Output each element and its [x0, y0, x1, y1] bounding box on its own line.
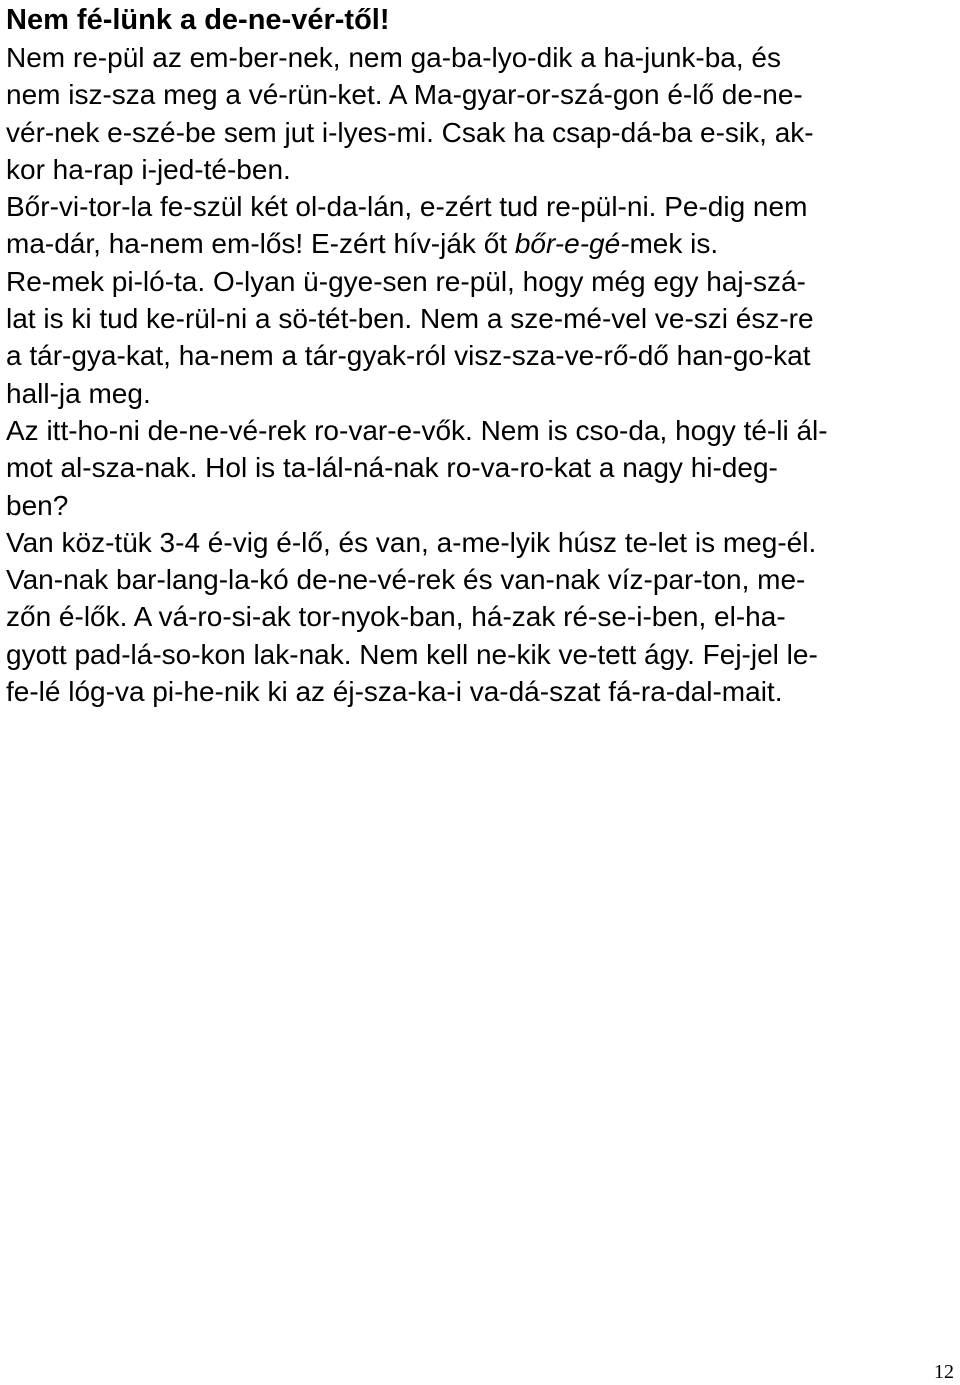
text-line: Nem re-pül az em-ber-nek, nem ga-ba-lyo-dik a ha-junk-ba, és	[6, 42, 781, 73]
text-line: mot al-sza-nak. Hol is ta-lál-ná-nak ro-va-ro-kat a nagy hi-deg-	[6, 452, 778, 484]
text-line: vér-nek e-szé-be sem jut i-lyes-mi. Csak ha csap-dá-ba e-sik, ak-	[6, 116, 814, 148]
italic-term: bőr-e-gé-	[514, 228, 630, 260]
text-line: fe-lé lóg-va pi-he-nik ki az éj-sza-ka-i va-dá-szat fá-ra-dal-mait.	[6, 676, 783, 708]
page-number: 12	[934, 1361, 954, 1383]
text-line: Bőr-vi-tor-la fe-szül két ol-da-lán, e-zért tud re-pül-ni. Pe-dig nem	[6, 191, 808, 223]
text-line: nem isz-sza meg a vé-rün-ket. A Ma-gyar-or-szá-gon é-lő de-ne-	[6, 79, 803, 111]
text-line: ben?	[6, 489, 69, 521]
page-title: Nem fé-lünk a de-ne-vér-től!	[6, 4, 390, 36]
body-text	[6, 39, 956, 710]
text-line-end: mek is.	[629, 228, 719, 260]
text-line: hall-ja meg.	[6, 377, 151, 409]
text-line: lat is ki tud ke-rül-ni a sö-tét-ben. Nem a sze-mé-vel ve-szi ész-re	[6, 303, 814, 335]
text-line: Re-mek pi-ló-ta. O-lyan ü-gye-sen re-pül, hogy még egy haj-szá-	[6, 265, 806, 297]
text-line: gyott pad-lá-so-kon lak-nak. Nem kell ne-kik ve-tett ágy. Fej-jel le-	[6, 638, 818, 670]
text-line: Van-nak bar-lang-la-kó de-ne-vé-rek és van-nak víz-par-ton, me-	[6, 564, 806, 596]
text-line: Az itt-ho-ni de-ne-vé-rek ro-var-e-vők. Nem is cso-da, hogy té-li ál-	[6, 414, 828, 446]
text-line: kor ha-rap i-jed-té-ben.	[6, 153, 291, 185]
document-page	[6, 0, 956, 710]
text-line-start: ma-dár, ha-nem em-lős! E-zért hív-ják őt	[6, 228, 515, 260]
text-line	[6, 225, 956, 262]
text-line: Van köz-tük 3-4 é-vig é-lő, és van, a-me-lyik húsz te-let is meg-él.	[6, 526, 817, 558]
text-line: a tár-gya-kat, ha-nem a tár-gyak-ról visz-sza-ve-rő-dő han-go-kat	[6, 340, 811, 372]
text-line: zőn é-lők. A vá-ro-si-ak tor-nyok-ban, há-zak ré-se-i-ben, el-ha-	[6, 601, 786, 633]
